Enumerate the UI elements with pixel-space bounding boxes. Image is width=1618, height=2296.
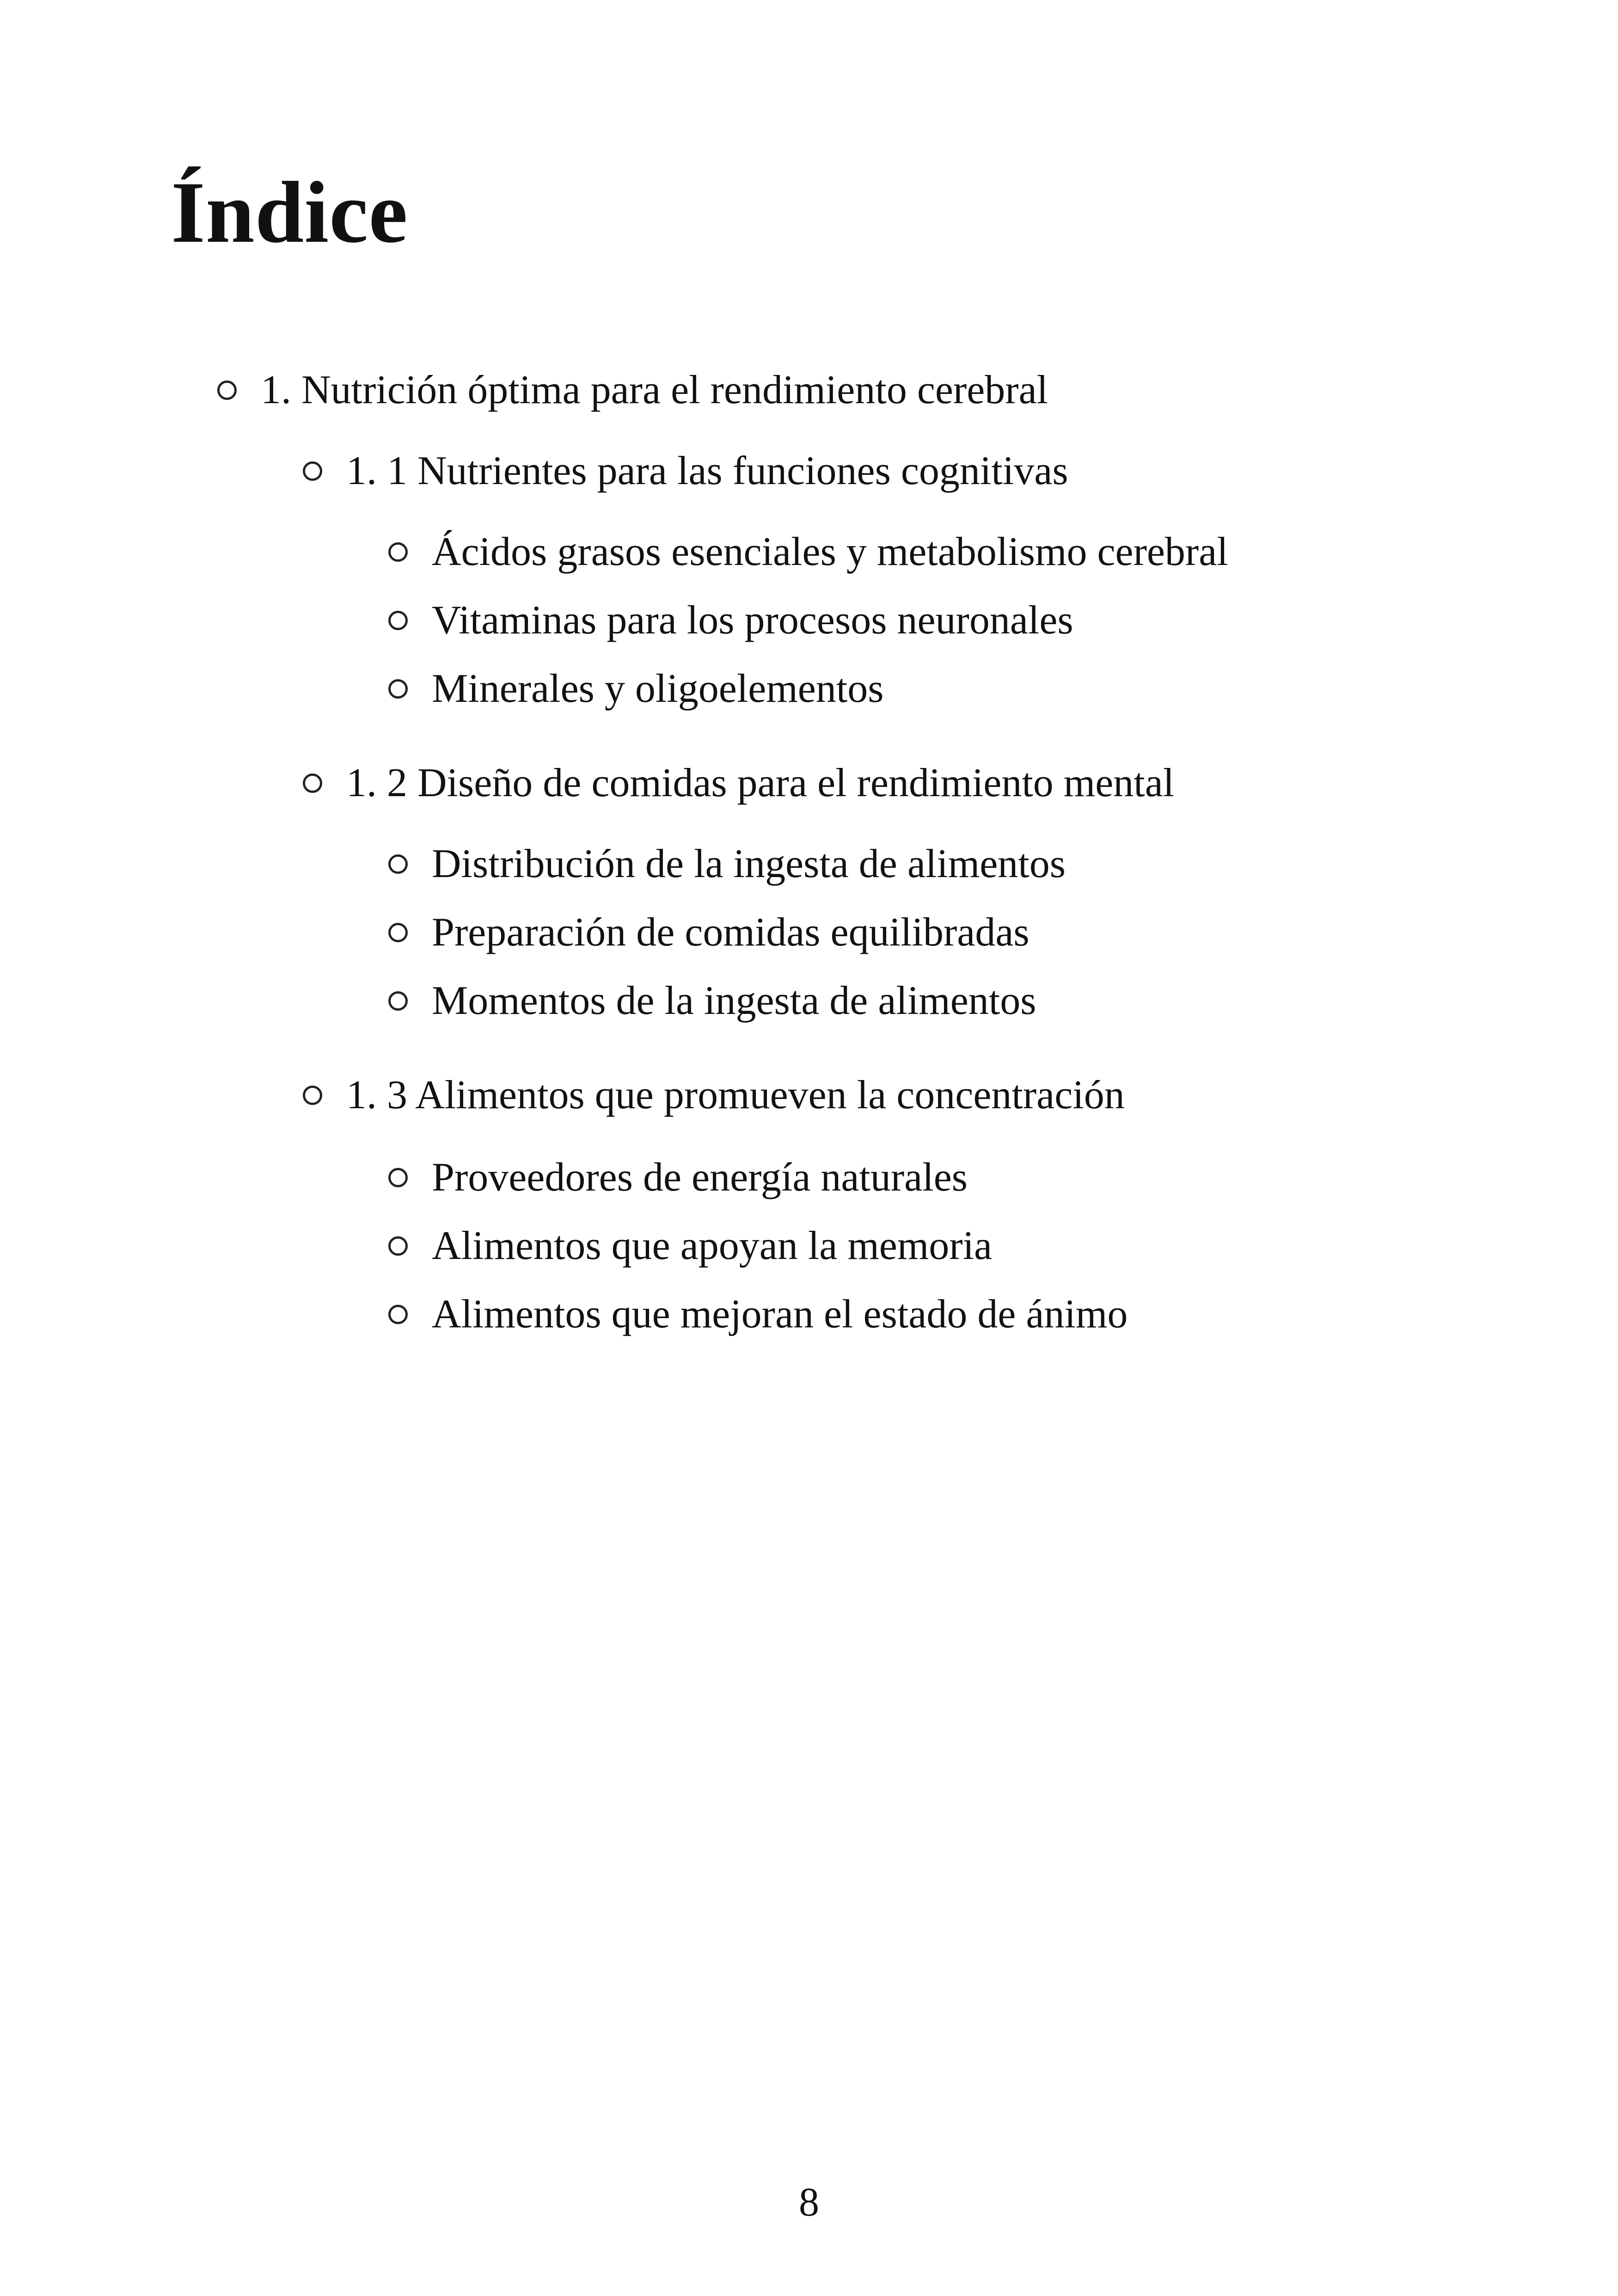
circle-bullet-icon — [388, 1305, 408, 1324]
circle-bullet-icon — [388, 1236, 408, 1256]
toc-entry-label: Ácidos grasos esenciales y metabolismo cerebral — [432, 529, 1228, 574]
toc-entry-label: Alimentos que mejoran el estado de ánimo — [432, 1292, 1128, 1337]
circle-bullet-icon — [303, 1086, 322, 1105]
toc-entry-label: 1. Nutrición óptima para el rendimiento cerebral — [261, 368, 1048, 412]
toc-entry — [388, 666, 884, 711]
toc-entry-label: 1. 1 Nutrientes para las funciones cognitivas — [346, 448, 1068, 493]
toc-entry — [217, 370, 1048, 411]
toc-entry — [388, 1157, 968, 1198]
circle-bullet-icon — [303, 774, 322, 793]
toc-entry — [388, 912, 1030, 953]
toc-entry — [388, 529, 1228, 574]
circle-bullet-icon — [388, 854, 408, 874]
circle-bullet-icon — [303, 461, 322, 481]
toc-entry-label: Distribución de la ingesta de alimentos — [432, 841, 1066, 886]
circle-bullet-icon — [388, 611, 408, 630]
toc-entry — [388, 978, 1036, 1023]
toc-entry — [388, 600, 1073, 641]
toc-entry-label: 1. 2 Diseño de comidas para el rendimiento mental — [346, 761, 1175, 805]
circle-bullet-icon — [388, 991, 408, 1011]
toc-entry-label: Proveedores de energía naturales — [432, 1155, 968, 1200]
toc-entry-label: Minerales y oligoelementos — [432, 666, 884, 711]
toc-entry — [303, 448, 1068, 493]
toc-entry-label: Preparación de comidas equilibradas — [432, 910, 1030, 955]
toc-entry — [303, 1075, 1125, 1116]
page-number: 8 — [799, 2180, 819, 2225]
circle-bullet-icon — [217, 381, 237, 400]
circle-bullet-icon — [388, 923, 408, 942]
circle-bullet-icon — [388, 1168, 408, 1187]
circle-bullet-icon — [388, 542, 408, 562]
toc-entry-label: 1. 3 Alimentos que promueven la concentración — [346, 1073, 1125, 1117]
toc-entry — [388, 1294, 1128, 1335]
page-title: Índice — [171, 164, 408, 261]
toc-entry — [388, 1223, 993, 1268]
toc-entry — [388, 841, 1066, 886]
circle-bullet-icon — [388, 679, 408, 699]
toc-entry-label: Vitaminas para los procesos neuronales — [432, 598, 1073, 643]
toc-entry-label: Momentos de la ingesta de alimentos — [432, 978, 1036, 1023]
toc-entry-label: Alimentos que apoyan la memoria — [432, 1223, 993, 1268]
toc-entry — [303, 763, 1174, 804]
